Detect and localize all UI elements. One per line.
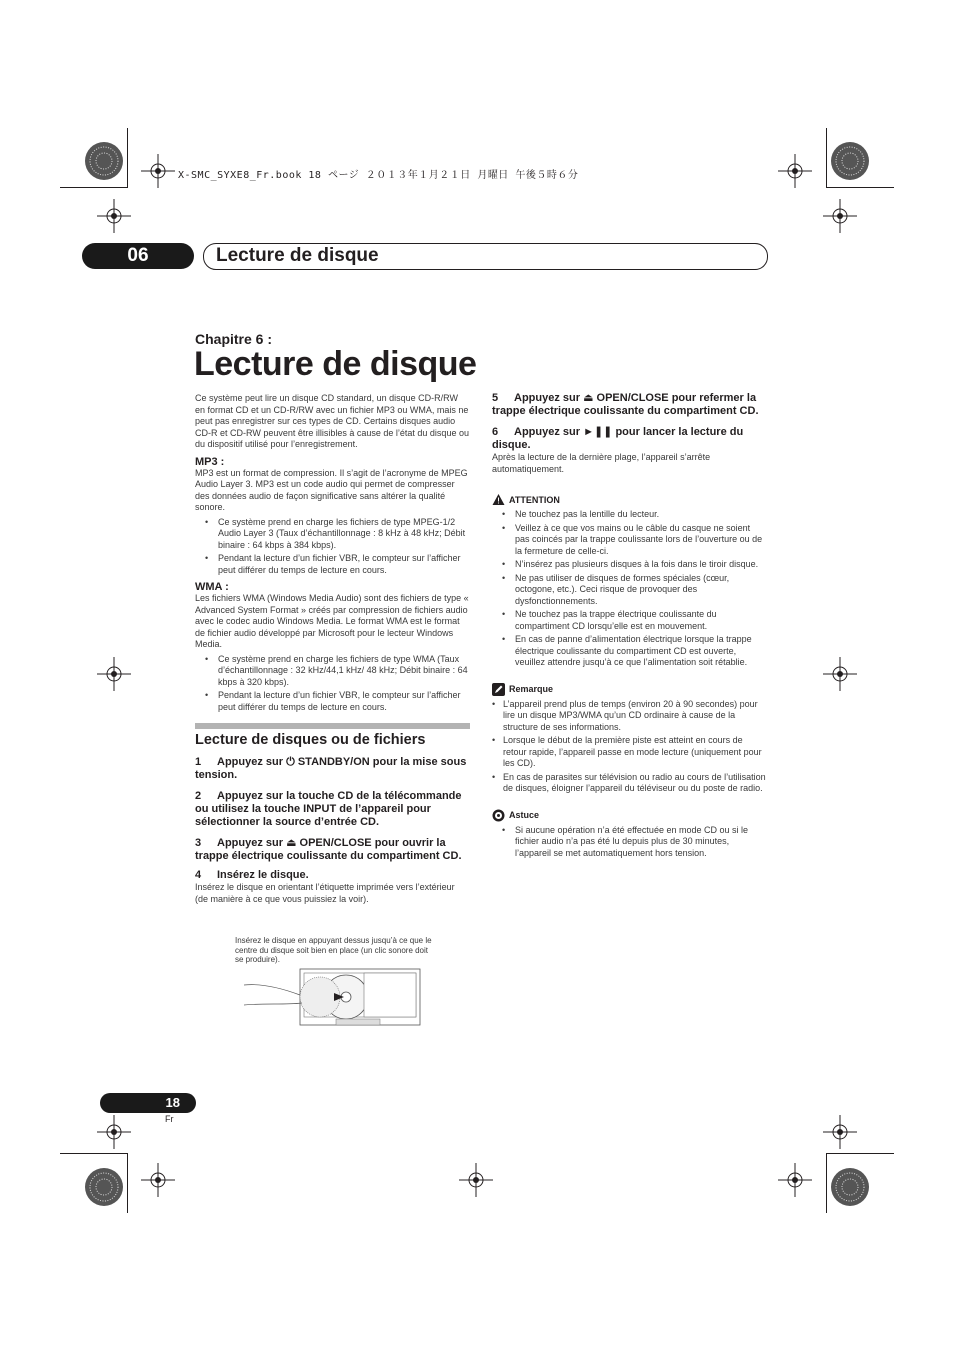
list-item: • Ne pas utiliser de disques de formes spéciales (cœur, octogone, etc.). Ceci risque de provoquer des dysfonctionnements.	[492, 573, 767, 608]
step-3: 3 Appuyez sur ⏏ OPEN/CLOSE pour ouvrir la trappe électrique coulissante du compartiment CD.	[195, 837, 462, 862]
remarque-heading: Remarque	[492, 683, 767, 696]
list-item: • Veillez à ce que vos mains ou le câble du casque ne soient pas coincés par la trappe coulissante lors de l’ouverture ou de la fermeture de celle-ci.	[492, 523, 767, 558]
chapter-header-title: Lecture de disque	[216, 245, 379, 266]
section-heading: Lecture de disques ou de fichiers	[195, 732, 426, 748]
chapter-label: Chapitre 6 :	[195, 331, 273, 347]
cd-insertion-illustration	[244, 965, 422, 1029]
step-2: 2 Appuyez sur la touche CD de la télécommande ou utilisez la touche INPUT de l’appareil pour sélectionner la source d’entrée CD.	[195, 790, 462, 828]
list-item: • Pendant la lecture d’un fichier VBR, le compteur sur l’afficher peut différer du temps de lecture en cours.	[195, 690, 470, 713]
list-item: • Ne touchez pas la trappe électrique coulissante du compartiment CD lorsqu’elle est en mouvement.	[492, 609, 767, 632]
attention-bullet-list	[492, 509, 767, 669]
step-1: 1 Appuyez sur ⏻ STANDBY/ON pour la mise sous tension.	[195, 756, 467, 781]
page-number-badge: 18	[100, 1093, 196, 1113]
registration-mark-icon	[97, 199, 131, 233]
illustration-caption: Insérez le disque en appuyant dessus jusqu’à ce que le centre du disque soit bien en place (un clic sonore doit se produire).	[235, 936, 432, 964]
registration-mark-icon	[141, 1163, 175, 1197]
step-4-detail: Insérez le disque en orientant l’étiquette imprimée vers l’extérieur (de manière à ce que vous puissiez la voir).	[195, 882, 455, 904]
list-item: • L’appareil prend plus de temps (environ 20 à 90 secondes) pour lire un disque MP3/WMA qu’un CD ordinaire à cause de la structure de ses informations.	[492, 699, 767, 734]
list-item: • En cas de panne d’alimentation électrique lorsque la trappe électrique coulissante du compartiment CD est ouverte, veuillez attendre jusqu’à ce que l’alimentation soit rétablie.	[492, 634, 767, 669]
list-item: • Ce système prend en charge les fichiers de type MPEG-1/2 Audio Layer 3 (Taux d’échantillonnage : 8 kHz à 48 kHz; Débit binaire : 64 kbps à 384 kbps).	[195, 517, 470, 552]
list-item: • Ne touchez pas la lentille du lecteur.	[492, 509, 767, 521]
mp3-bullet-list	[195, 517, 470, 577]
registration-mark-icon	[778, 154, 812, 188]
registration-mark-icon	[97, 657, 131, 691]
section-rule	[195, 723, 470, 729]
mp3-heading: MP3 :	[195, 455, 225, 468]
tip-gear-icon	[492, 809, 505, 822]
registration-mark-icon	[141, 154, 175, 188]
right-column	[492, 392, 767, 861]
list-item: • N’insérez pas plusieurs disques à la fois dans le tiroir disque.	[492, 559, 767, 571]
list-item: • Si aucune opération n’a été effectuée en mode CD ou si le fichier audio n’a pas été lu depuis plus de 30 minutes, l’appareil se met automatiquement hors tension.	[492, 825, 767, 860]
rosette-mark-icon	[830, 1167, 870, 1207]
wma-bullet-list	[195, 654, 470, 714]
astuce-heading: Astuce	[492, 809, 767, 822]
registration-mark-icon	[823, 657, 857, 691]
attention-heading: ATTENTION	[492, 493, 767, 506]
intro-paragraph: Ce système peut lire un disque CD standard, un disque CD-R/RW en format CD et un CD-R/RW avec un fichier MP3 ou WMA, mais ne peut pas enregistrer sur ces types de CD. Certains disques audio CD-R et CD-RW peuvent être illisibles à cause de l’état du disque ou du dispositif utilisé pour l’enregistrement.	[195, 393, 469, 449]
list-item: • Pendant la lecture d’un fichier VBR, le compteur sur l’afficher peut différer du temps de lecture en cours.	[195, 553, 470, 576]
note-pencil-icon	[492, 683, 505, 696]
chapter-number-badge: 06	[82, 243, 194, 269]
registration-mark-icon	[97, 1115, 131, 1149]
astuce-bullet-list	[492, 825, 767, 860]
step-6: 6 Appuyez sur ►❚❚ pour lancer la lecture du disque.	[492, 426, 744, 451]
registration-mark-icon	[778, 1163, 812, 1197]
wma-heading: WMA :	[195, 581, 229, 593]
list-item: • En cas de parasites sur télévision ou radio au cours de l’utilisation de disques, éloigner l’appareil du téléviseur ou du poste de radio.	[492, 772, 767, 795]
registration-mark-icon	[459, 1163, 493, 1197]
left-column	[195, 393, 470, 905]
page-language: Fr	[165, 1114, 174, 1124]
rosette-mark-icon	[84, 1167, 124, 1207]
warning-triangle-icon	[492, 493, 505, 506]
step-5: 5 Appuyez sur ⏏ OPEN/CLOSE pour refermer la trappe électrique coulissante du compartiment CD.	[492, 392, 759, 417]
rosette-mark-icon	[84, 141, 124, 181]
printer-slug-line: X-SMC_SYXE8_Fr.book 18 ページ ２０１３年１月２１日 月曜日 午後５時６分	[178, 170, 579, 181]
page-title: Lecture de disque	[194, 345, 477, 383]
list-item: • Ce système prend en charge les fichiers de type WMA (Taux d’échantillonnage : 32 kHz/44,1 kHz/ 48 kHz; Débit binaire : 64 kbps à 320 kbps).	[195, 654, 470, 689]
wma-paragraph: Les fichiers WMA (Windows Media Audio) sont des fichiers de type « Advanced System Format » créés par compression de fichiers audio avec le codec audio Windows Media. Le format WMA est le format de fichier audio développé par Microsoft pour le lecteur Windows Media.	[195, 593, 469, 649]
remarque-bullet-list	[492, 699, 767, 795]
step-6-detail: Après la lecture de la dernière plage, l’appareil s’arrête automatiquement.	[492, 452, 711, 474]
rosette-mark-icon	[830, 141, 870, 181]
registration-mark-icon	[823, 199, 857, 233]
list-item: • Lorsque le début de la première piste est atteint en cours de retour rapide, l’appareil passe en mode lecture (uniquement pour les CD).	[492, 735, 767, 770]
registration-mark-icon	[823, 1115, 857, 1149]
step-4: 4 Insérez le disque.	[195, 869, 309, 881]
mp3-paragraph: MP3 est un format de compression. Il s’agit de l’acronyme de MPEG Audio Layer 3. MP3 est un code audio qui permet de compresser des données audio de façon significative sans altérer la qualité sonore.	[195, 467, 468, 512]
